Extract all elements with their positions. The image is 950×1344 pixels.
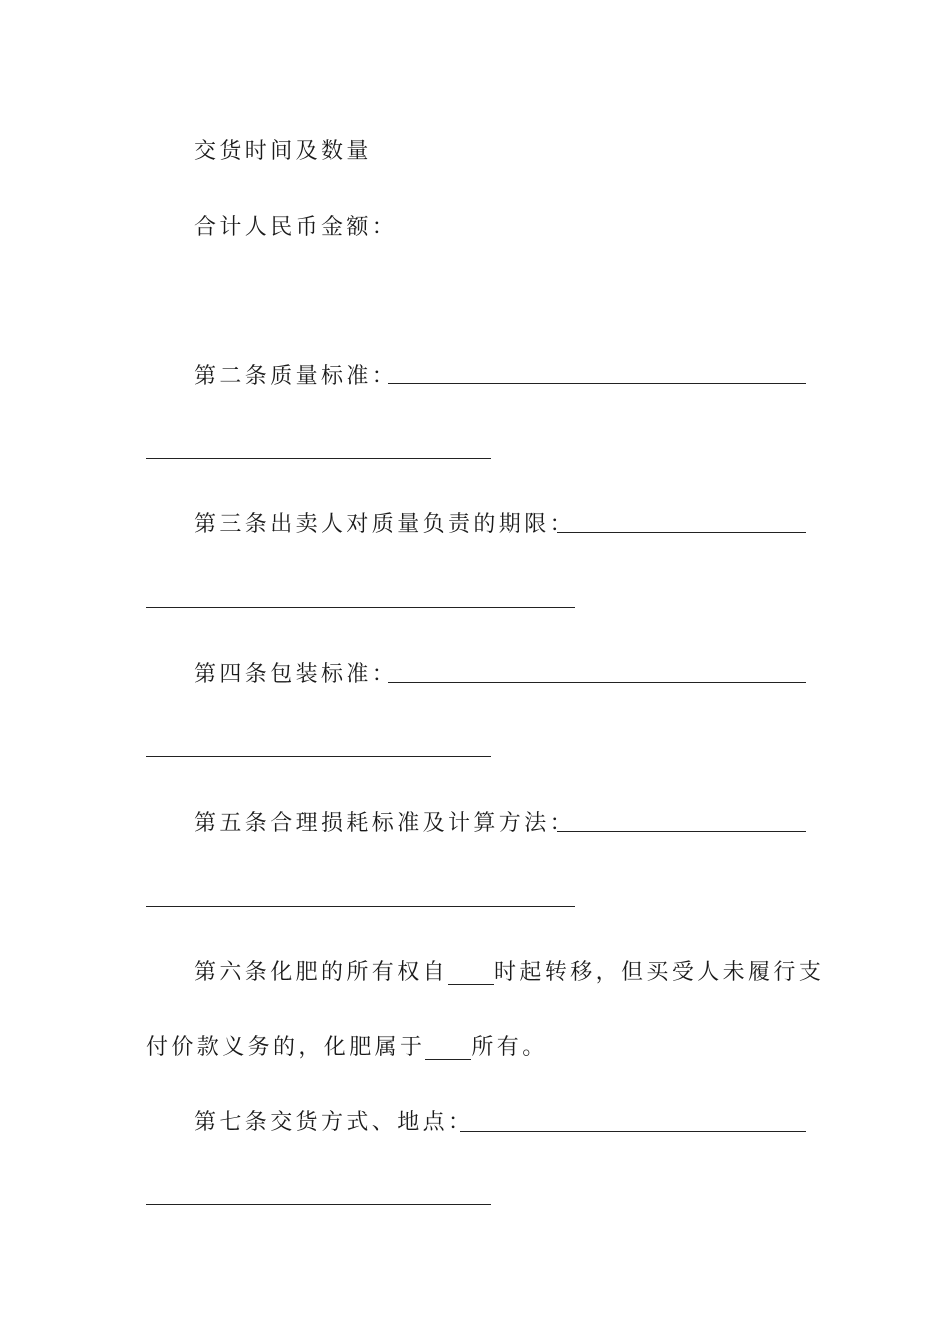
total-rmb-amount-label bbox=[146, 208, 806, 248]
clause-7-label: 第七条交货方式、地点： bbox=[194, 1110, 474, 1135]
clause-6-text-d: 所有。 bbox=[471, 1035, 548, 1060]
clause-4-label: 第四条包装标准： bbox=[194, 662, 398, 687]
clause-7-delivery-method-place bbox=[146, 1103, 806, 1143]
clause-5-loss-standard bbox=[146, 804, 806, 844]
clause-6-blank-time[interactable] bbox=[448, 958, 494, 985]
clause-6-ownership-line-1 bbox=[146, 953, 825, 993]
clause-4-packaging-standard bbox=[146, 655, 806, 695]
clause-2-label: 第二条质量标准： bbox=[194, 364, 398, 389]
heading-text: 交货时间及数量 bbox=[194, 139, 372, 164]
amount-label-text: 合计人民币金额： bbox=[194, 215, 398, 240]
clause-4-blank-line-1[interactable] bbox=[388, 682, 806, 683]
clause-3-label: 第三条出卖人对质量负责的期限： bbox=[194, 512, 576, 537]
clause-4-blank-line-2[interactable] bbox=[146, 756, 491, 757]
clause-6-text-b: 时起转移，但买受人未履行支 bbox=[494, 960, 825, 985]
clause-6-text-c: 付价款义务的，化肥属于 bbox=[146, 1035, 426, 1060]
clause-6-text-a: 第六条化肥的所有权自 bbox=[194, 960, 449, 985]
clause-3-blank-line-1[interactable] bbox=[557, 532, 806, 533]
clause-6-blank-owner[interactable] bbox=[425, 1033, 471, 1060]
clause-7-blank-line-1[interactable] bbox=[460, 1131, 806, 1132]
clause-5-blank-line-2[interactable] bbox=[146, 906, 575, 907]
delivery-time-quantity-heading bbox=[146, 132, 806, 172]
clause-6-ownership-line-2 bbox=[146, 1028, 806, 1068]
clause-2-blank-line-1[interactable] bbox=[388, 383, 806, 384]
clause-5-blank-line-1[interactable] bbox=[557, 831, 806, 832]
clause-7-blank-line-2[interactable] bbox=[146, 1204, 491, 1205]
clause-5-label: 第五条合理损耗标准及计算方法： bbox=[194, 811, 576, 836]
clause-3-blank-line-2[interactable] bbox=[146, 607, 575, 608]
clause-2-blank-line-2[interactable] bbox=[146, 458, 491, 459]
clause-3-quality-responsibility-period bbox=[146, 505, 806, 545]
clause-2-quality-standard bbox=[146, 357, 806, 397]
